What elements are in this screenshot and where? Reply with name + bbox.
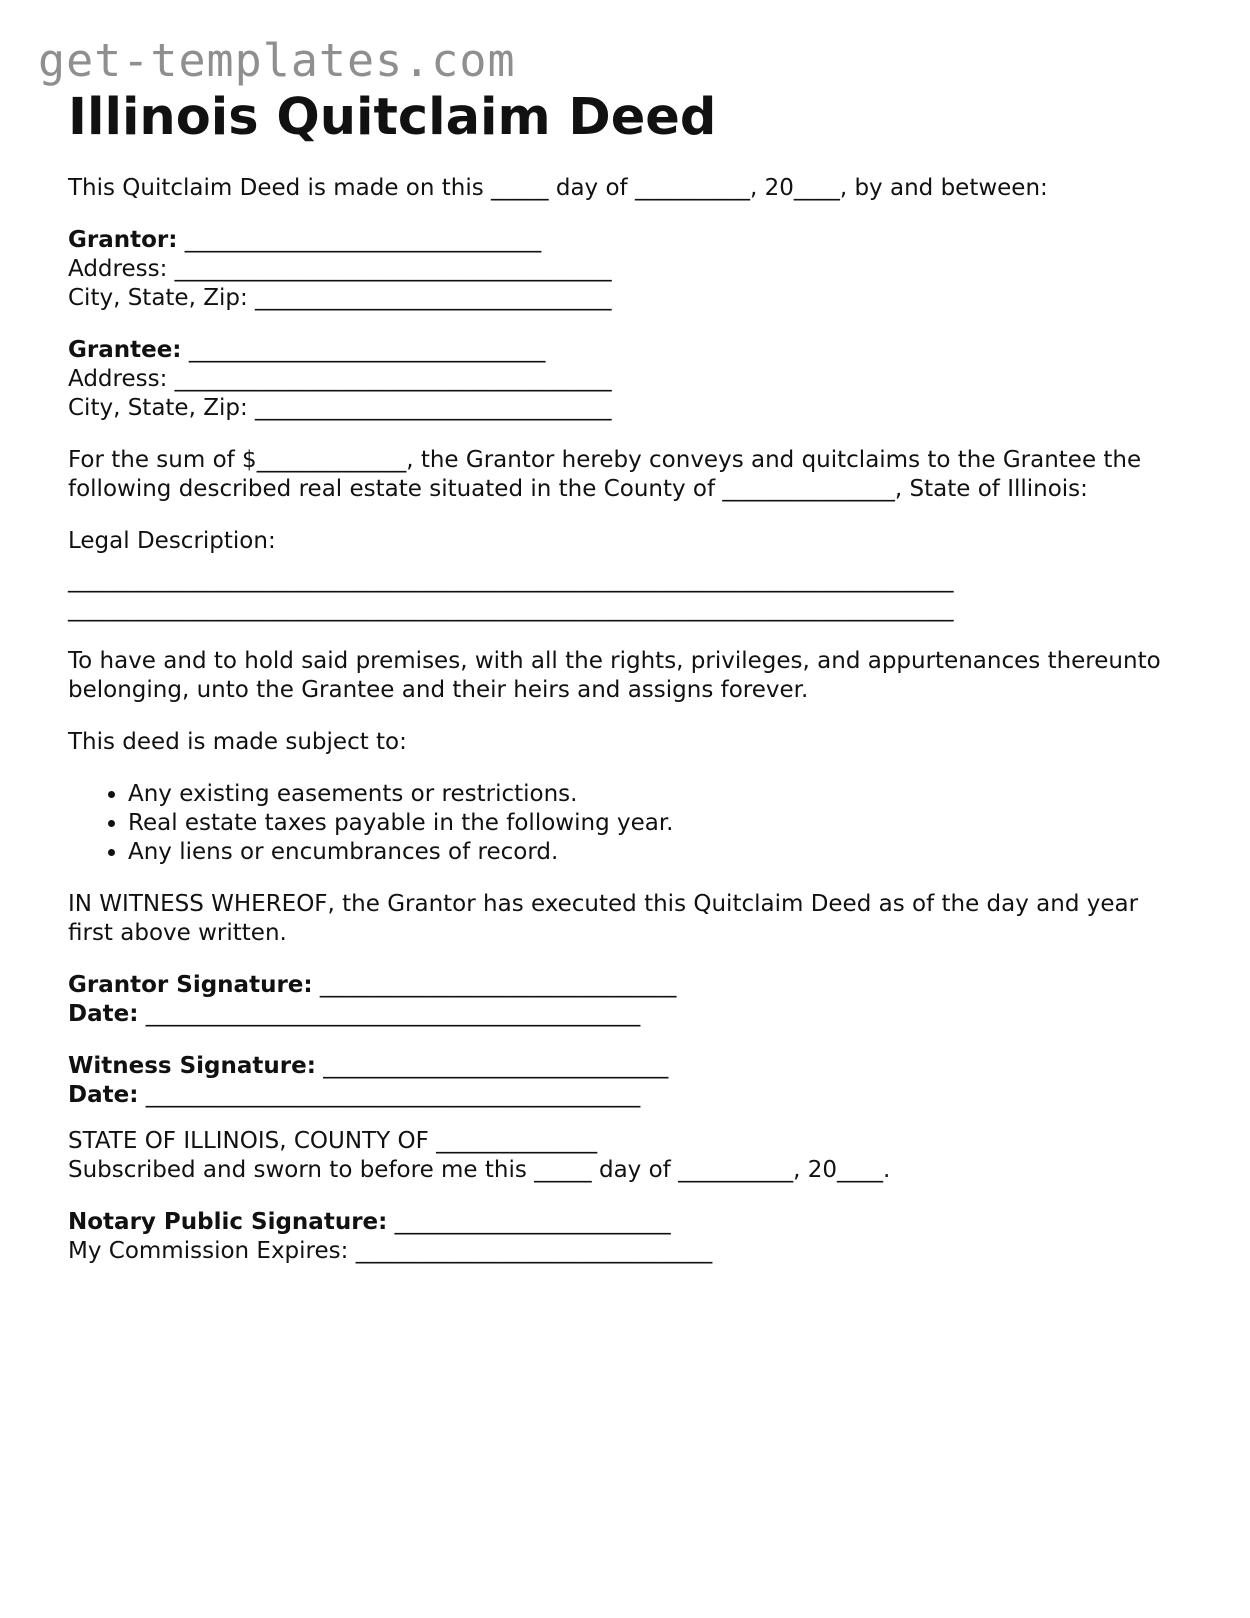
notary-commission-expires: My Commission Expires: _______________________________ <box>68 1238 713 1265</box>
grantor-signature-blank: _______________________________ <box>312 972 677 999</box>
intro-paragraph: This Quitclaim Deed is made on this _____ day of __________, 20____, by and between: <box>68 175 1048 202</box>
grantor-date-label: Date: <box>68 1001 139 1028</box>
witness-clause: IN WITNESS WHEREOF, the Grantor has executed this Quitclaim Deed as of the day and year first above written. <box>68 891 1139 947</box>
grantor-name-line <box>68 226 1188 255</box>
grantee-address: Address: ______________________________________ <box>68 366 612 393</box>
notary-state-line: STATE OF ILLINOIS, COUNTY OF ______________ <box>68 1128 598 1155</box>
witness-signature-label: Witness Signature: <box>68 1053 316 1080</box>
grantee-name-line <box>68 336 1188 365</box>
subject-to-intro: This deed is made subject to: <box>68 729 407 756</box>
grantor-signature-label: Grantor Signature: <box>68 972 313 999</box>
grantor-label: Grantor: <box>68 227 178 254</box>
legal-description-label: Legal Description: <box>68 528 276 555</box>
document-page <box>68 90 1188 1266</box>
notary-signature-line <box>68 1208 1188 1237</box>
grantor-address: Address: ______________________________________ <box>68 256 612 283</box>
grantee-city-state-zip: City, State, Zip: _______________________________ <box>68 395 612 422</box>
notary-acknowledgement <box>68 1127 1188 1185</box>
notary-signature-section <box>68 1208 1188 1266</box>
witness-signature-blank: ______________________________ <box>315 1053 669 1080</box>
list-item: • Real estate taxes payable in the following year. <box>128 809 1188 838</box>
grantor-name-blank: _______________________________ <box>177 227 542 254</box>
witness-date-label: Date: <box>68 1082 139 1109</box>
grantor-date-blank: ___________________________________________ <box>138 1001 641 1028</box>
grantor-signature-line <box>68 971 1188 1000</box>
legal-description-line-2: _____________________________________________________________________________ <box>68 596 954 623</box>
notary-signature-label: Notary Public Signature: <box>68 1209 388 1236</box>
legal-description-section <box>68 527 1188 624</box>
conveyance-paragraph: For the sum of $_____________, the Grantor hereby conveys and quitclaims to the Grantee the following described real estate situated in the County of _______________, State of Illinois: <box>68 447 1142 503</box>
legal-description-line-1: _____________________________________________________________________________ <box>68 567 954 594</box>
grantee-name-blank: _______________________________ <box>181 337 546 364</box>
habendum-paragraph: To have and to hold said premises, with all the rights, privileges, and appurtenances thereunto belonging, unto the Grantee and their heirs and assigns forever. <box>68 648 1161 704</box>
grantor-date-line <box>68 1000 1188 1029</box>
subject-to-list <box>68 780 1188 867</box>
list-item: • Any liens or encumbrances of record. <box>128 838 1188 867</box>
witness-date-line <box>68 1081 1188 1110</box>
grantee-label: Grantee: <box>68 337 182 364</box>
witness-date-blank: ___________________________________________ <box>138 1082 641 1109</box>
witness-signature-line <box>68 1052 1188 1081</box>
grantee-section <box>68 336 1188 423</box>
watermark: get-templates.com <box>38 34 516 87</box>
page-title: Illinois Quitclaim Deed <box>68 88 717 147</box>
notary-sworn-line: Subscribed and sworn to before me this _____ day of __________, 20____. <box>68 1157 891 1184</box>
witness-signature-section <box>68 1052 1188 1110</box>
grantor-city-state-zip: City, State, Zip: _______________________________ <box>68 285 612 312</box>
grantor-signature-section <box>68 971 1188 1029</box>
list-item: • Any existing easements or restrictions. <box>128 780 1188 809</box>
grantor-section <box>68 226 1188 313</box>
notary-signature-blank: ________________________ <box>387 1209 671 1236</box>
